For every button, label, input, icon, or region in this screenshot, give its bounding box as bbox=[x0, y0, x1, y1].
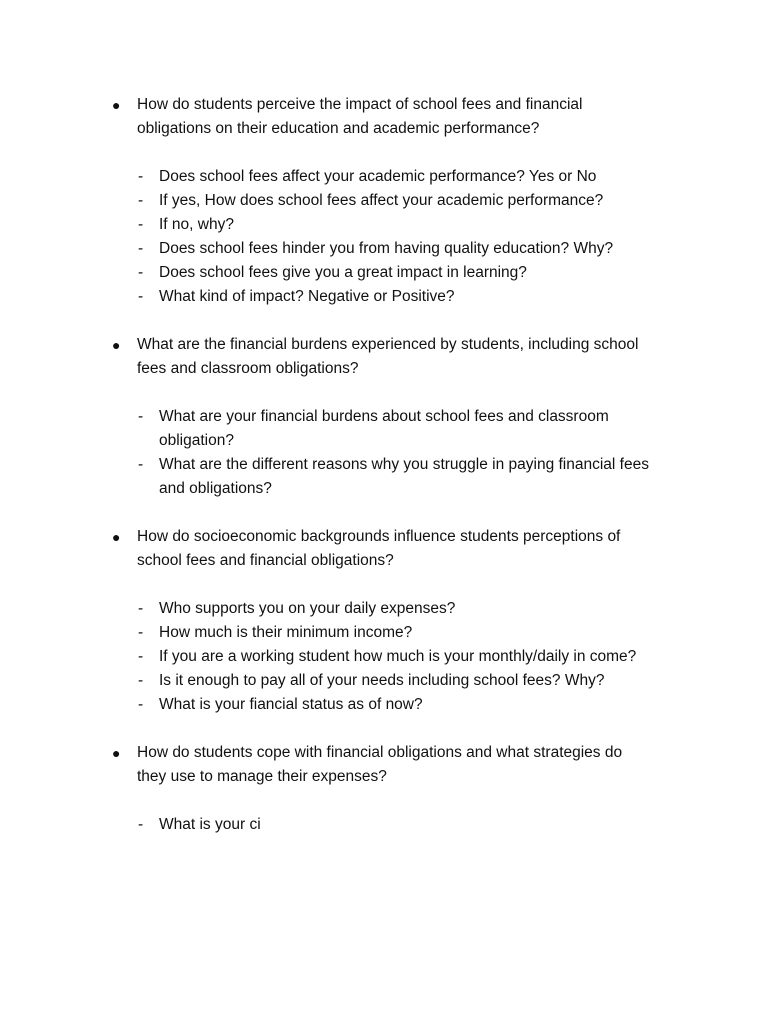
dash-icon: - bbox=[138, 168, 144, 185]
list-item: - What are your financial burdens about school fees and classroom obligation? bbox=[112, 405, 672, 453]
dash-icon: - bbox=[138, 216, 144, 233]
question-3-sublist bbox=[112, 597, 672, 717]
dash-icon: - bbox=[138, 192, 144, 209]
list-item: - Is it enough to pay all of your needs including school fees? Why? bbox=[112, 669, 672, 693]
list-item: - If yes, How does school fees affect your academic performance? bbox=[112, 189, 672, 213]
dash-icon: - bbox=[138, 264, 144, 281]
question-4 bbox=[112, 741, 672, 833]
dash-icon: - bbox=[138, 240, 144, 257]
list-item: - Who supports you on your daily expenses? bbox=[112, 597, 672, 621]
question-2-text: What are the financial burdens experienced by students, including school fees and classroom obligations? bbox=[137, 336, 639, 377]
dash-icon: - bbox=[138, 456, 144, 473]
bullet-icon: ● bbox=[112, 529, 121, 545]
question-2 bbox=[112, 333, 672, 497]
dash-icon: - bbox=[138, 816, 144, 833]
question-1-text: How do students perceive the impact of school fees and financial obligations on their education and academic performance? bbox=[137, 96, 583, 137]
dash-icon: - bbox=[138, 672, 144, 689]
list-item: - What kind of impact? Negative or Positive? bbox=[112, 285, 672, 309]
question-2-sublist bbox=[112, 405, 672, 501]
list-item: - How much is their minimum income? bbox=[112, 621, 672, 645]
question-1-sublist bbox=[112, 165, 672, 309]
bullet-icon: ● bbox=[112, 97, 121, 113]
question-3 bbox=[112, 525, 672, 713]
dash-icon: - bbox=[138, 648, 144, 665]
list-item: - Does school fees hinder you from having quality education? Why? bbox=[112, 237, 672, 261]
list-item: - What are the different reasons why you struggle in paying financial fees and obligations? bbox=[112, 453, 672, 501]
list-item: - If you are a working student how much is your monthly/daily in come? bbox=[112, 645, 672, 669]
list-item: - What is your fiancial status as of now? bbox=[112, 693, 672, 717]
bullet-icon: ● bbox=[112, 745, 121, 761]
question-4-sublist bbox=[112, 813, 672, 837]
dash-icon: - bbox=[138, 624, 144, 641]
dash-icon: - bbox=[138, 288, 144, 305]
list-item: - Does school fees affect your academic performance? Yes or No bbox=[112, 165, 672, 189]
question-3-text: How do socioeconomic backgrounds influence students perceptions of school fees and financial obligations? bbox=[137, 528, 621, 569]
dash-icon: - bbox=[138, 696, 144, 713]
question-4-text: How do students cope with financial obligations and what strategies do they use to manage their expenses? bbox=[137, 744, 623, 785]
bullet-icon: ● bbox=[112, 337, 121, 353]
dash-icon: - bbox=[138, 408, 144, 425]
list-item: - Does school fees give you a great impact in learning? bbox=[112, 261, 672, 285]
dash-icon: - bbox=[138, 600, 144, 617]
list-item: - If no, why? bbox=[112, 213, 672, 237]
list-item: - What is your ci bbox=[112, 813, 672, 837]
question-1 bbox=[112, 93, 672, 305]
